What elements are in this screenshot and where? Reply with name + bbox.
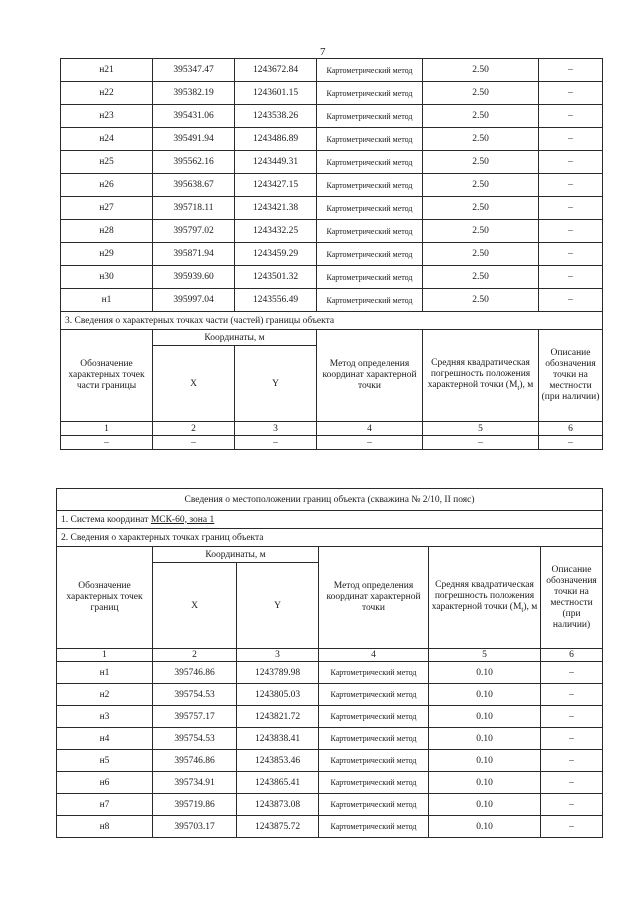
empty-cell: – bbox=[317, 436, 423, 450]
col-number: 1 bbox=[61, 422, 153, 436]
table-row bbox=[61, 105, 603, 128]
method-cell: Картометрический метод bbox=[319, 706, 429, 728]
description-cell: – bbox=[541, 750, 603, 772]
point-name-cell: н8 bbox=[57, 816, 153, 838]
header-point-name: Обозначение характерных точек части границы bbox=[61, 330, 153, 422]
col-number: 2 bbox=[153, 422, 235, 436]
table-row bbox=[61, 82, 603, 105]
table-row bbox=[57, 728, 603, 750]
error-cell: 2.50 bbox=[423, 220, 539, 243]
error-cell: 2.50 bbox=[423, 105, 539, 128]
description-cell: – bbox=[541, 728, 603, 750]
header-x: X bbox=[153, 346, 235, 422]
method-cell: Картометрический метод bbox=[317, 105, 423, 128]
col-number: 2 bbox=[153, 649, 237, 662]
coordinate-system: 1. Система координат МСК-60, зона 1 bbox=[57, 511, 603, 529]
table-row bbox=[61, 174, 603, 197]
method-cell: Картометрический метод bbox=[319, 794, 429, 816]
method-cell: Картометрический метод bbox=[319, 750, 429, 772]
section2-title: 2. Сведения о характерных точках границ объекта bbox=[57, 529, 603, 547]
description-cell: – bbox=[541, 684, 603, 706]
col-number: 4 bbox=[319, 649, 429, 662]
description-cell: – bbox=[539, 197, 603, 220]
x-coordinate-cell: 395734.91 bbox=[153, 772, 237, 794]
description-cell: – bbox=[541, 816, 603, 838]
error-cell: 2.50 bbox=[423, 82, 539, 105]
header-error: Средняя квадратическая погрешность положения характерной точки $(M_t)$, м bbox=[429, 547, 541, 649]
x-coordinate-cell: 395703.17 bbox=[153, 816, 237, 838]
method-cell: Картометрический метод bbox=[317, 220, 423, 243]
y-coordinate-cell: 1243538.26 bbox=[235, 105, 317, 128]
error-cell: 0.10 bbox=[429, 816, 541, 838]
error-cell: 0.10 bbox=[429, 684, 541, 706]
point-name-cell: н1 bbox=[57, 662, 153, 684]
header-coordinates: Координаты, м bbox=[153, 330, 317, 346]
x-coordinate-cell: 395347.47 bbox=[153, 59, 235, 82]
error-cell: 0.10 bbox=[429, 772, 541, 794]
method-cell: Картометрический метод bbox=[319, 816, 429, 838]
method-cell: Картометрический метод bbox=[319, 684, 429, 706]
section3-title: 3. Сведения о характерных точках части (частей) границы объекта bbox=[61, 312, 603, 330]
error-cell: 0.10 bbox=[429, 750, 541, 772]
y-coordinate-cell: 1243427.15 bbox=[235, 174, 317, 197]
y-coordinate-cell: 1243556.49 bbox=[235, 289, 317, 312]
point-name-cell: н5 bbox=[57, 750, 153, 772]
y-coordinate-cell: 1243853.46 bbox=[237, 750, 319, 772]
point-name-cell: н21 bbox=[61, 59, 153, 82]
lower-coordinates-table bbox=[56, 488, 603, 838]
col-number: 5 bbox=[423, 422, 539, 436]
point-name-cell: н23 bbox=[61, 105, 153, 128]
table-row bbox=[61, 197, 603, 220]
description-cell: – bbox=[541, 794, 603, 816]
y-coordinate-cell: 1243821.72 bbox=[237, 706, 319, 728]
header-point-name: Обозначение характерных точек границ bbox=[57, 547, 153, 649]
y-coordinate-cell: 1243805.03 bbox=[237, 684, 319, 706]
x-coordinate-cell: 395491.94 bbox=[153, 128, 235, 151]
point-name-cell: н7 bbox=[57, 794, 153, 816]
empty-cell: – bbox=[539, 436, 603, 450]
x-coordinate-cell: 395939.60 bbox=[153, 266, 235, 289]
x-coordinate-cell: 395382.19 bbox=[153, 82, 235, 105]
y-coordinate-cell: 1243873.08 bbox=[237, 794, 319, 816]
table-row bbox=[57, 662, 603, 684]
point-name-cell: н28 bbox=[61, 220, 153, 243]
header-y: Y bbox=[235, 346, 317, 422]
x-coordinate-cell: 395431.06 bbox=[153, 105, 235, 128]
y-coordinate-cell: 1243449.31 bbox=[235, 151, 317, 174]
page-number: 7 bbox=[320, 46, 326, 58]
col-number: 3 bbox=[237, 649, 319, 662]
col-number: 6 bbox=[541, 649, 603, 662]
description-cell: – bbox=[541, 662, 603, 684]
error-cell: 2.50 bbox=[423, 151, 539, 174]
header-coordinates: Координаты, м bbox=[153, 547, 319, 563]
method-cell: Картометрический метод bbox=[317, 82, 423, 105]
point-name-cell: н26 bbox=[61, 174, 153, 197]
description-cell: – bbox=[539, 128, 603, 151]
y-coordinate-cell: 1243672.84 bbox=[235, 59, 317, 82]
description-cell: – bbox=[539, 289, 603, 312]
method-cell: Картометрический метод bbox=[317, 151, 423, 174]
error-cell: 0.10 bbox=[429, 728, 541, 750]
y-coordinate-cell: 1243838.41 bbox=[237, 728, 319, 750]
table-row bbox=[57, 772, 603, 794]
table-row bbox=[61, 59, 603, 82]
header-method: Метод определения координат характерной точки bbox=[317, 330, 423, 422]
point-name-cell: н25 bbox=[61, 151, 153, 174]
error-cell: 2.50 bbox=[423, 243, 539, 266]
x-coordinate-cell: 395719.86 bbox=[153, 794, 237, 816]
method-cell: Картометрический метод bbox=[317, 59, 423, 82]
table-row bbox=[61, 220, 603, 243]
x-coordinate-cell: 395746.86 bbox=[153, 750, 237, 772]
method-cell: Картометрический метод bbox=[317, 174, 423, 197]
y-coordinate-cell: 1243501.32 bbox=[235, 266, 317, 289]
method-cell: Картометрический метод bbox=[319, 662, 429, 684]
error-cell: 2.50 bbox=[423, 174, 539, 197]
x-coordinate-cell: 395718.11 bbox=[153, 197, 235, 220]
y-coordinate-cell: 1243865.41 bbox=[237, 772, 319, 794]
error-cell: 2.50 bbox=[423, 59, 539, 82]
col-number: 5 bbox=[429, 649, 541, 662]
table-row bbox=[61, 243, 603, 266]
table-row bbox=[61, 151, 603, 174]
empty-cell: – bbox=[61, 436, 153, 450]
point-name-cell: н4 bbox=[57, 728, 153, 750]
x-coordinate-cell: 395757.17 bbox=[153, 706, 237, 728]
col-number: 6 bbox=[539, 422, 603, 436]
col-number: 3 bbox=[235, 422, 317, 436]
method-cell: Картометрический метод bbox=[317, 243, 423, 266]
method-cell: Картометрический метод bbox=[319, 728, 429, 750]
x-coordinate-cell: 395746.86 bbox=[153, 662, 237, 684]
description-cell: – bbox=[539, 174, 603, 197]
header-description: Описание обозначения точки на местности (при наличии) bbox=[541, 547, 603, 649]
x-coordinate-cell: 395997.04 bbox=[153, 289, 235, 312]
table-row bbox=[61, 289, 603, 312]
method-cell: Картометрический метод bbox=[317, 266, 423, 289]
error-cell: 2.50 bbox=[423, 128, 539, 151]
header-description: Описание обозначения точки на местности (при наличии) bbox=[539, 330, 603, 422]
table-row bbox=[57, 794, 603, 816]
point-name-cell: н27 bbox=[61, 197, 153, 220]
x-coordinate-cell: 395562.16 bbox=[153, 151, 235, 174]
x-coordinate-cell: 395797.02 bbox=[153, 220, 235, 243]
y-coordinate-cell: 1243421.38 bbox=[235, 197, 317, 220]
empty-cell: – bbox=[235, 436, 317, 450]
description-cell: – bbox=[539, 105, 603, 128]
x-coordinate-cell: 395754.53 bbox=[153, 684, 237, 706]
error-cell: 2.50 bbox=[423, 266, 539, 289]
description-cell: – bbox=[541, 772, 603, 794]
table-row bbox=[57, 706, 603, 728]
upper-coordinates-table bbox=[60, 58, 603, 450]
error-cell: 0.10 bbox=[429, 662, 541, 684]
error-cell: 0.10 bbox=[429, 794, 541, 816]
method-cell: Картометрический метод bbox=[317, 197, 423, 220]
empty-cell: – bbox=[423, 436, 539, 450]
description-cell: – bbox=[539, 151, 603, 174]
point-name-cell: н1 bbox=[61, 289, 153, 312]
x-coordinate-cell: 395638.67 bbox=[153, 174, 235, 197]
header-y: Y bbox=[237, 563, 319, 649]
x-coordinate-cell: 395871.94 bbox=[153, 243, 235, 266]
point-name-cell: н29 bbox=[61, 243, 153, 266]
header-method: Метод определения координат характерной точки bbox=[319, 547, 429, 649]
description-cell: – bbox=[539, 59, 603, 82]
description-cell: – bbox=[539, 266, 603, 289]
table-row bbox=[61, 266, 603, 289]
point-name-cell: н3 bbox=[57, 706, 153, 728]
header-error: Средняя квадратическая погрешность положения характерной точки $(M_t)$, м bbox=[423, 330, 539, 422]
point-name-cell: н6 bbox=[57, 772, 153, 794]
method-cell: Картометрический метод bbox=[319, 772, 429, 794]
description-cell: – bbox=[539, 220, 603, 243]
error-cell: 2.50 bbox=[423, 197, 539, 220]
error-cell: 2.50 bbox=[423, 289, 539, 312]
description-cell: – bbox=[539, 82, 603, 105]
y-coordinate-cell: 1243601.15 bbox=[235, 82, 317, 105]
point-name-cell: н24 bbox=[61, 128, 153, 151]
col-number: 4 bbox=[317, 422, 423, 436]
col-number: 1 bbox=[57, 649, 153, 662]
table-row bbox=[57, 684, 603, 706]
point-name-cell: н30 bbox=[61, 266, 153, 289]
y-coordinate-cell: 1243486.89 bbox=[235, 128, 317, 151]
point-name-cell: н22 bbox=[61, 82, 153, 105]
header-x: X bbox=[153, 563, 237, 649]
y-coordinate-cell: 1243789.98 bbox=[237, 662, 319, 684]
description-cell: – bbox=[541, 706, 603, 728]
description-cell: – bbox=[539, 243, 603, 266]
method-cell: Картометрический метод bbox=[317, 289, 423, 312]
error-cell: 0.10 bbox=[429, 706, 541, 728]
method-cell: Картометрический метод bbox=[317, 128, 423, 151]
y-coordinate-cell: 1243432.25 bbox=[235, 220, 317, 243]
y-coordinate-cell: 1243459.29 bbox=[235, 243, 317, 266]
table-row bbox=[61, 128, 603, 151]
table-row bbox=[57, 816, 603, 838]
y-coordinate-cell: 1243875.72 bbox=[237, 816, 319, 838]
table-row bbox=[57, 750, 603, 772]
empty-cell: – bbox=[153, 436, 235, 450]
point-name-cell: н2 bbox=[57, 684, 153, 706]
lower-title: Сведения о местоположении границ объекта (скважина № 2/10, II пояс) bbox=[57, 489, 603, 511]
x-coordinate-cell: 395754.53 bbox=[153, 728, 237, 750]
